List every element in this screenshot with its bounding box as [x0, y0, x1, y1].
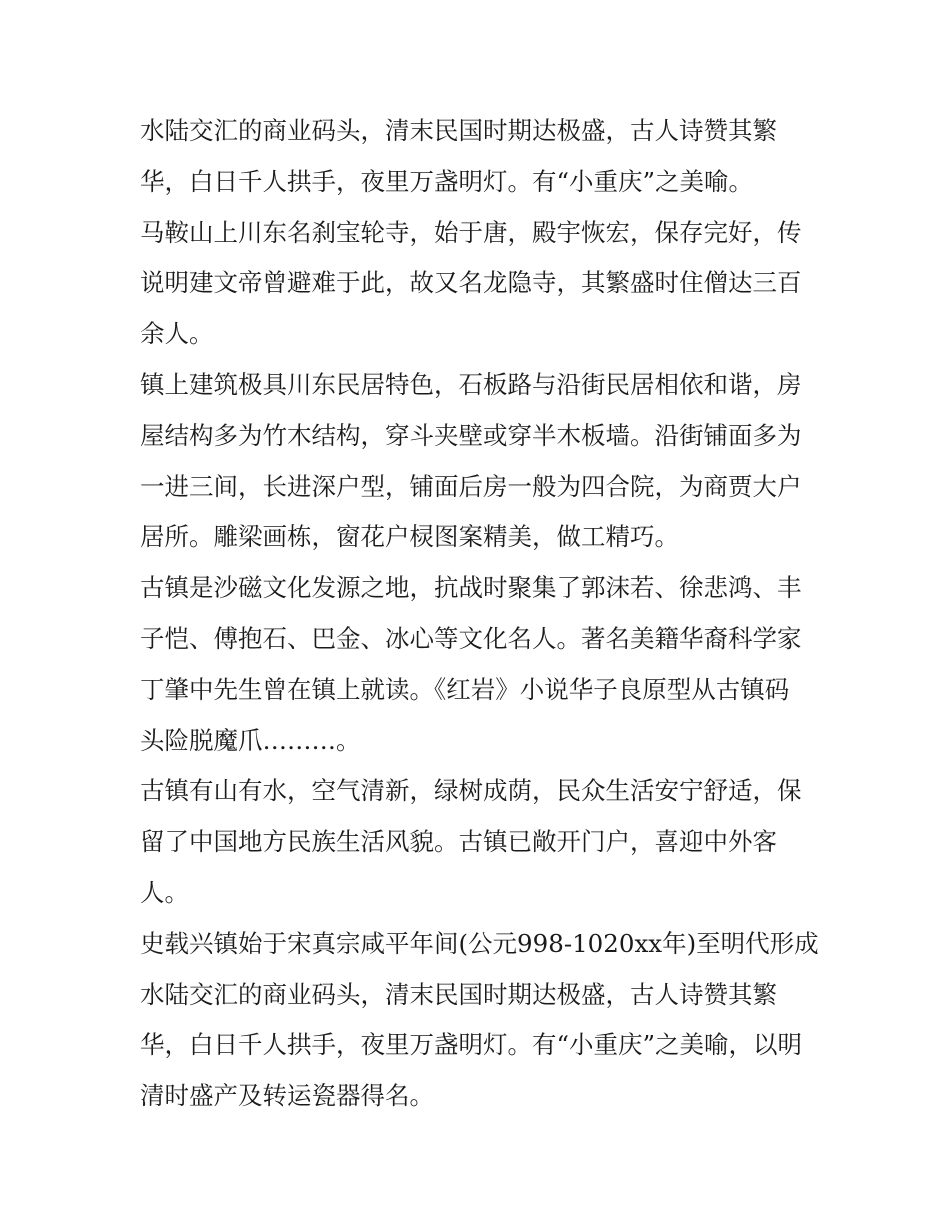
text-line: 人。 [140, 877, 189, 907]
text-line: 古镇是沙磁文化发源之地，抗战时聚集了郭沫若、徐悲鸿、丰 [140, 573, 802, 603]
text-line: 古镇有山有水，空气清新，绿树成荫，民众生活安宁舒适，保 [140, 776, 802, 806]
text-line: 华，白日千人拱手，夜里万盏明灯。有“小重庆”之美喻。 [140, 166, 754, 196]
text-line: 一进三间，长进深户型，铺面后房一般为四合院，为商贾大户 [140, 471, 802, 501]
text-line: 水陆交汇的商业码头，清末民国时期达极盛，古人诗赞其繁 [140, 979, 777, 1009]
text-line: 留了中国地方民族生活风貌。古镇已敞开门户，喜迎中外客 [140, 827, 777, 857]
text-line: 余人。 [140, 319, 214, 349]
text-line: 华，白日千人拱手，夜里万盏明灯。有“小重庆”之美喻，以明 [140, 1030, 803, 1060]
text-line: 居所。雕梁画栋，窗花户棂图案精美，做工精巧。 [140, 522, 679, 552]
text-line: 屋结构多为竹木结构，穿斗夹壁或穿半木板墙。沿街铺面多为 [140, 420, 802, 450]
text-line: 马鞍山上川东名刹宝轮寺，始于唐，殿宇恢宏，保存完好，传 [140, 217, 802, 247]
text-line: 清时盛产及转运瓷器得名。 [140, 1081, 434, 1111]
text-line: 头险脱魔爪………。 [140, 725, 361, 755]
text-line: 说明建文帝曾避难于此，故又名龙隐寺，其繁盛时住僧达三百 [140, 268, 802, 298]
text-line: 镇上建筑极具川东民居特色，石板路与沿街民居相依和谐，房 [140, 369, 802, 399]
text-line: 丁肇中先生曾在镇上就读。《红岩》小说华子良原型从古镇码 [140, 674, 790, 704]
body-text [140, 106, 820, 1122]
text-line: 子恺、傅抱石、巴金、冰心等文化名人。著名美籍华裔科学家 [140, 623, 802, 653]
text-line: 史载兴镇始于宋真宗咸平年间(公元998-1020xx年)至明代形成 [140, 928, 819, 958]
text-line: 水陆交汇的商业码头，清末民国时期达极盛，古人诗赞其繁 [140, 116, 777, 145]
